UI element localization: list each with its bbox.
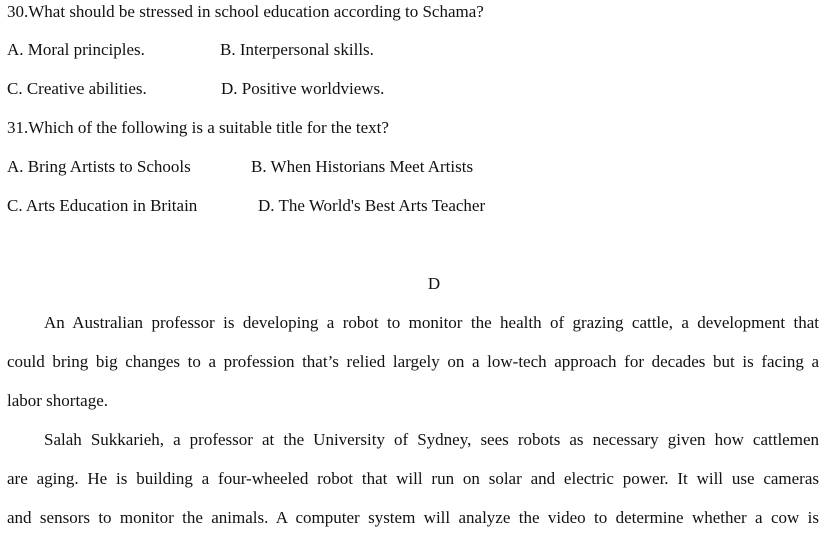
question-30-option-b: B. Interpersonal skills. xyxy=(220,40,374,59)
question-31-option-a: A. Bring Artists to Schools xyxy=(7,157,191,176)
passage-p2-line-1: Salah Sukkarieh, a professor at the University of Sydney, sees robots as necessary given how cattlemen xyxy=(44,430,819,449)
passage-p1-line-1: An Australian professor is developing a robot to monitor the health of grazing cattle, a development that xyxy=(44,313,819,332)
passage-p1-line-3: labor shortage. xyxy=(7,391,109,410)
passage-p2-line-2: are aging. He is building a four-wheeled robot that will run on solar and electric power. It will use cameras xyxy=(7,469,819,488)
question-30-option-c: C. Creative abilities. xyxy=(7,79,147,98)
question-30-option-a: A. Moral principles. xyxy=(7,40,145,59)
passage-p1-line-2: could bring big changes to a profession that’s relied largely on a low-tech approach for decades but is facing a xyxy=(7,352,819,371)
question-31-option-c: C. Arts Education in Britain xyxy=(7,196,198,215)
question-30-stem: 30.What should be stressed in school education according to Schama? xyxy=(7,2,484,21)
question-31-stem: 31.Which of the following is a suitable title for the text? xyxy=(7,118,389,137)
section-letter: D xyxy=(427,274,441,293)
passage-p2-line-3: and sensors to monitor the animals. A computer system will analyze the video to determine whether a cow is xyxy=(7,508,819,527)
question-31-option-d: D. The World's Best Arts Teacher xyxy=(258,196,486,215)
question-30-option-d: D. Positive worldviews. xyxy=(221,79,385,98)
question-31-option-b: B. When Historians Meet Artists xyxy=(251,157,474,176)
